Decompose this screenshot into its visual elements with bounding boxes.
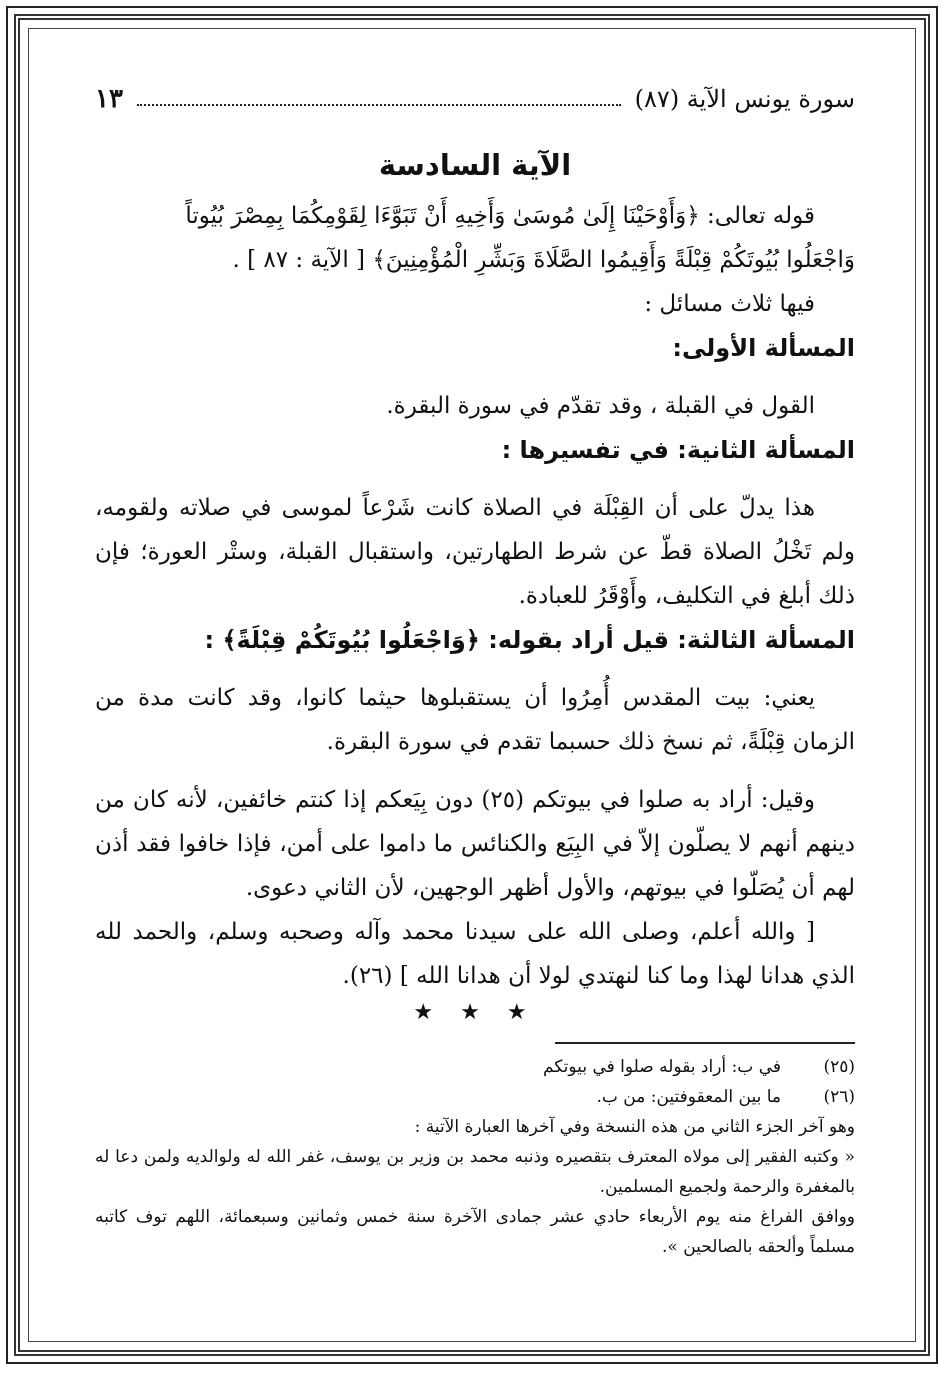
running-head-title: سورة يونس الآية (٨٧) [634, 85, 855, 113]
issue-3-paragraph-3: [ والله أعلم، وصلى الله على سيدنا محمد وآله وصحبه وسلم، والحمد لله الذي هدانا لهذا وما كنا لنهتدي لولا أن هدانا الله ] (٢٦). [95, 919, 855, 989]
footnote-number: (٢٥) [823, 1057, 855, 1077]
footnote-text: في ب: أراد بقوله صلوا في بيوتكم [542, 1057, 781, 1077]
issues-intro: فيها ثلاث مسائل : [644, 291, 815, 317]
verse-line-1: قوله تعالى: ﴿وَأَوْحَيْنَا إِلَىٰ مُوسَىٰ وَأَخِيهِ أَنْ تَبَوَّءَا لِقَوْمِكُمَا بِمِصْرَ بُيُوتاً [185, 203, 815, 229]
footnote-25 [95, 1052, 855, 1082]
footnote-26 [95, 1082, 855, 1112]
footnotes [95, 1052, 855, 1262]
verse-line-2: وَاجْعَلُوا بُيُوتَكُمْ قِبْلَةً وَأَقِيمُوا الصَّلَاةَ وَبَشِّرِ الْمُؤْمِنِينَ﴾ [ الآية : ٨٧ ] . [232, 247, 855, 273]
body-text [95, 194, 855, 998]
running-head [95, 82, 855, 116]
section-heading: الآية السادسة [378, 148, 572, 182]
issue-1-title: المسألة الأولى: [672, 334, 855, 362]
colophon-intro: وهو آخر الجزء الثاني من هذه النسخة وفي آخرها العبارة الآتية : [414, 1117, 855, 1137]
footnote-number: (٢٦) [823, 1087, 855, 1107]
colophon-paragraph-2: ووافق الفراغ منه يوم الأربعاء حادي عشر جمادى الآخرة سنة خمس وثمانين وسبعمائة، اللهم توف كاتبه مسلماً وألحقه بالصالحين ». [95, 1207, 855, 1257]
issue-3-paragraph-2: وقيل: أراد به صلوا في بيوتكم (٢٥) دون بِيَعكم إذا كنتم خائفين، لأنه كان من دينهم أنهم لا يصلّون إلاّ في البِيَع والكنائس ما داموا على أمن، فإذا خافوا فقد أذن لهم أن يُصَلّوا في بيوتهم، والأول أظهر الوجهين، لأن الثاني دعوى. [95, 787, 855, 901]
issue-1-text: القول في القبلة ، وقد تقدّم في سورة البقرة. [386, 393, 815, 419]
colophon-paragraph-1: « وكتبه الفقير إلى مولاه المعترف بتقصيره وذنبه محمد بن وزير بن يوسف، غفر الله له ولوالديه ولمن دعا له بالمغفرة والرحمة ولجميع المسلمين. [95, 1147, 855, 1197]
section-separator-stars: ★ ★ ★ [413, 1000, 537, 1025]
running-head-leader-dots [137, 92, 621, 106]
page-number: ١٣ [95, 84, 123, 114]
issue-3-paragraph-1: يعني: بيت المقدس أُمِرُوا أن يستقبلوها حيثما كانوا، وقد كانت مدة من الزمان قِبْلَةً، ثم نسخ ذلك حسبما تقدم في سورة البقرة. [95, 685, 855, 755]
issue-2-title: المسألة الثانية: في تفسيرها : [501, 436, 855, 464]
footnote-text: ما بين المعقوفتين: من ب. [596, 1087, 781, 1107]
issue-2-text: هذا يدلّ على أن القِبْلَة في الصلاة كانت شَرْعاً لموسى في صلاته ولقومه، ولم تَخْلُ الصلاة قطّ عن شرط الطهارتين، واستقبال القبلة، وستْر العورة؛ فإن ذلك أبلغ في التكليف، وأَوْقَرُ للعبادة. [95, 495, 855, 609]
footnote-rule [555, 1042, 855, 1044]
issue-3-title: المسألة الثالثة: قيل أراد بقوله: ﴿وَاجْعَلُوا بُيُوتَكُمْ قِبْلَةً﴾ : [204, 626, 855, 654]
